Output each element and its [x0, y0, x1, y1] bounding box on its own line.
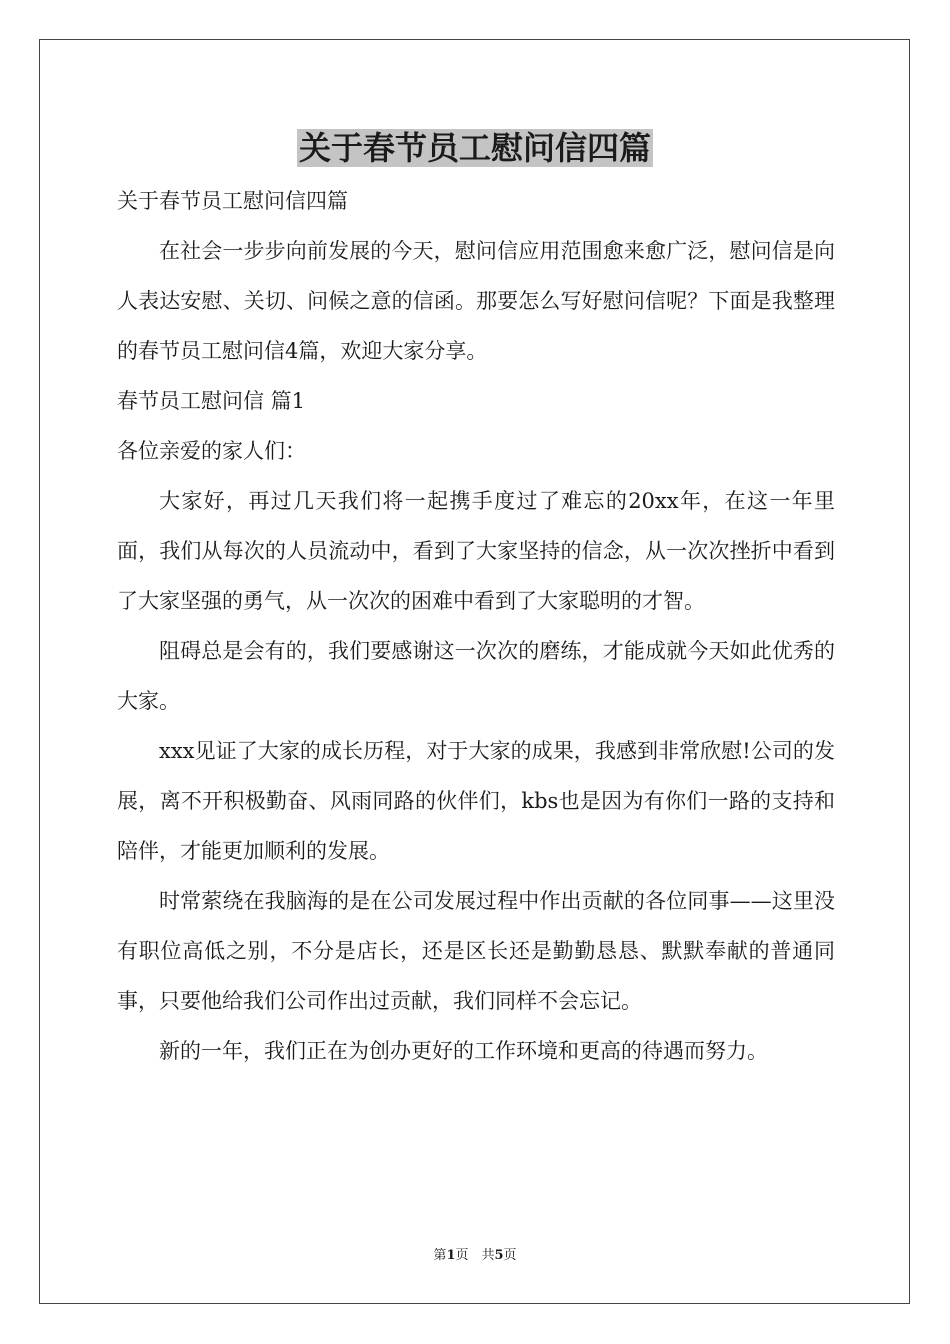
body-paragraph-8: 新的一年，我们正在为创办更好的工作环境和更高的待遇而努力。	[159, 1039, 768, 1063]
footer-page-total: 5	[494, 1248, 504, 1263]
section-heading-1: 春节员工慰问信 篇1	[117, 389, 306, 413]
document-body	[117, 176, 835, 1076]
page-footer	[0, 1246, 950, 1266]
letter-salutation: 各位亲爱的家人们：	[117, 439, 306, 463]
footer-page-suffix: 页	[503, 1248, 517, 1263]
document-title	[0, 126, 950, 170]
body-paragraph-4: 大家好，再过几天我们将一起携手度过了难忘的20xx年，在这一年里面，我们从每次的人员流动中，看到了大家坚持的信念，从一次次挫折中看到了大家坚强的勇气，从一次次的困难中看到了大家聪明的才智。	[117, 489, 835, 613]
body-paragraph-7: 时常萦绕在我脑海的是在公司发展过程中作出贡献的各位同事——这里没有职位高低之别，不分是店长，还是区长还是勤勤恳恳、默默奉献的普通同事，只要他给我们公司作出过贡献，我们同样不会忘记。	[117, 889, 835, 1013]
body-paragraph-6: xxx见证了大家的成长历程，对于大家的成果，我感到非常欣慰!公司的发展，离不开积极勤奋、风雨同路的伙伴们，kbs也是因为有你们一路的支持和陪伴，才能更加顺利的发展。	[117, 739, 835, 863]
footer-page-mid: 页 共	[455, 1248, 495, 1263]
footer-page-prefix: 第	[433, 1248, 447, 1263]
body-paragraph-5: 阻碍总是会有的，我们要感谢这一次次的磨练，才能成就今天如此优秀的大家。	[117, 639, 835, 713]
document-title-text: 关于春节员工慰问信四篇	[298, 129, 651, 167]
footer-page-current: 1	[446, 1248, 456, 1263]
body-paragraph-0: 关于春节员工慰问信四篇	[117, 189, 348, 213]
body-paragraph-1: 在社会一步步向前发展的今天，慰问信应用范围愈来愈广泛，慰问信是向人表达安慰、关切、问候之意的信函。那要怎么写好慰问信呢？下面是我整理的春节员工慰问信4篇，欢迎大家分享。	[117, 239, 835, 363]
